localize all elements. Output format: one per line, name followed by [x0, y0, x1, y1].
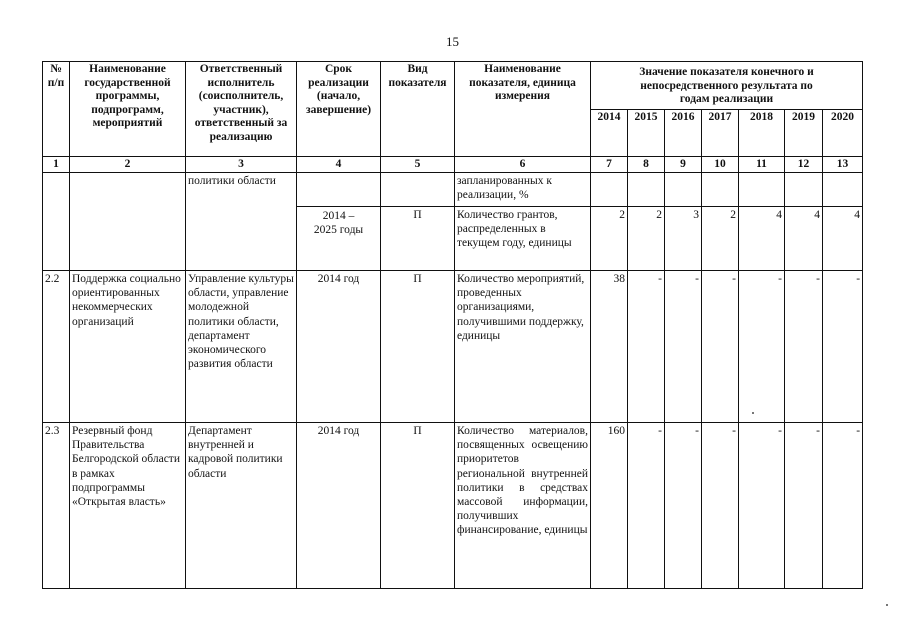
row-number [43, 173, 70, 271]
row-value [823, 173, 863, 207]
row-indicator-name: запланированных к реализации, % [455, 173, 591, 207]
row-number: 2.2 [43, 271, 70, 423]
row-value: 4 [823, 207, 863, 271]
header-indicator-name: Наименование показателя, единица измерения [455, 62, 591, 157]
row-value [785, 173, 823, 207]
row-value: - [739, 271, 785, 423]
row-value [591, 173, 628, 207]
column-number: 5 [381, 157, 455, 173]
row-period: 2014 год [297, 271, 381, 423]
column-number: 12 [785, 157, 823, 173]
row-period: 2014 – 2025 годы [297, 207, 381, 271]
row-indicator-type: П [381, 207, 455, 271]
header-year: 2014 [591, 110, 628, 157]
table-row [43, 423, 863, 589]
row-program-name: Резервный фонд Правительства Белгородской области в рамках подпрограммы «Открытая власть» [70, 423, 186, 589]
row-value: - [823, 271, 863, 423]
header-year: 2019 [785, 110, 823, 157]
column-numbers-row [43, 157, 863, 173]
column-number: 6 [455, 157, 591, 173]
header-values-group: Значение показателя конечного и непосредственного результата по годам реализации [591, 62, 863, 110]
header-indicator-type: Вид показателя [381, 62, 455, 157]
row-value: 4 [739, 207, 785, 271]
row-indicator-type [381, 173, 455, 207]
column-number: 2 [70, 157, 186, 173]
row-value [665, 173, 702, 207]
row-value [739, 173, 785, 207]
column-number: 3 [186, 157, 297, 173]
scan-speck [752, 412, 754, 414]
page-number: 15 [446, 34, 459, 49]
row-value: - [665, 423, 702, 589]
row-period [297, 173, 381, 207]
indicators-table [42, 61, 863, 589]
header-year: 2017 [702, 110, 739, 157]
row-value: - [785, 271, 823, 423]
header-row [43, 62, 863, 110]
column-number: 11 [739, 157, 785, 173]
header-year: 2018 [739, 110, 785, 157]
row-indicator-name: Количество грантов, распределенных в текущем году, единицы [455, 207, 591, 271]
column-number: 13 [823, 157, 863, 173]
header-executor: Ответственный исполнитель (соисполнитель, участник), ответственный за реализацию [186, 62, 297, 157]
header-year: 2016 [665, 110, 702, 157]
row-period: 2014 год [297, 423, 381, 589]
row-executor: Управление культуры области, управление молодежной политики области, департамент экономического развития области [186, 271, 297, 423]
row-executor: политики области [186, 173, 297, 271]
row-value: 2 [702, 207, 739, 271]
row-executor: Департамент внутренней и кадровой политики области [186, 423, 297, 589]
row-value: 4 [785, 207, 823, 271]
header-period: Срок реализации (начало, завершение) [297, 62, 381, 157]
row-value: 2 [628, 207, 665, 271]
row-value [628, 173, 665, 207]
column-number: 8 [628, 157, 665, 173]
header-year: 2015 [628, 110, 665, 157]
row-indicator-type: П [381, 423, 455, 589]
column-number: 7 [591, 157, 628, 173]
header-program-name: Наименование государственной программы, подпрограмм, мероприятий [70, 62, 186, 157]
row-value: - [702, 271, 739, 423]
row-value: 38 [591, 271, 628, 423]
row-number: 2.3 [43, 423, 70, 589]
row-value: 2 [591, 207, 628, 271]
row-value [702, 173, 739, 207]
row-value: - [628, 271, 665, 423]
row-value: - [702, 423, 739, 589]
column-number: 10 [702, 157, 739, 173]
row-program-name [70, 173, 186, 271]
row-indicator-name: Количество материалов, посвященных освещению приоритетов региональной внутренней политики в средствах массовой информации, получивших финансирование, единицы [455, 423, 591, 589]
header-number: № п/п [43, 62, 70, 157]
row-value: - [785, 423, 823, 589]
row-value: - [823, 423, 863, 589]
column-number: 1 [43, 157, 70, 173]
table-row [43, 173, 863, 207]
column-number: 4 [297, 157, 381, 173]
row-program-name: Поддержка социально ориентированных некоммерческих организаций [70, 271, 186, 423]
row-value: - [628, 423, 665, 589]
row-value: 160 [591, 423, 628, 589]
row-indicator-type: П [381, 271, 455, 423]
column-number: 9 [665, 157, 702, 173]
row-value: - [665, 271, 702, 423]
header-year: 2020 [823, 110, 863, 157]
row-value: - [739, 423, 785, 589]
row-value: 3 [665, 207, 702, 271]
scan-speck [886, 604, 888, 606]
row-indicator-name: Количество мероприятий, проведенных организациями, получившими поддержку, единицы [455, 271, 591, 423]
table-row [43, 271, 863, 423]
